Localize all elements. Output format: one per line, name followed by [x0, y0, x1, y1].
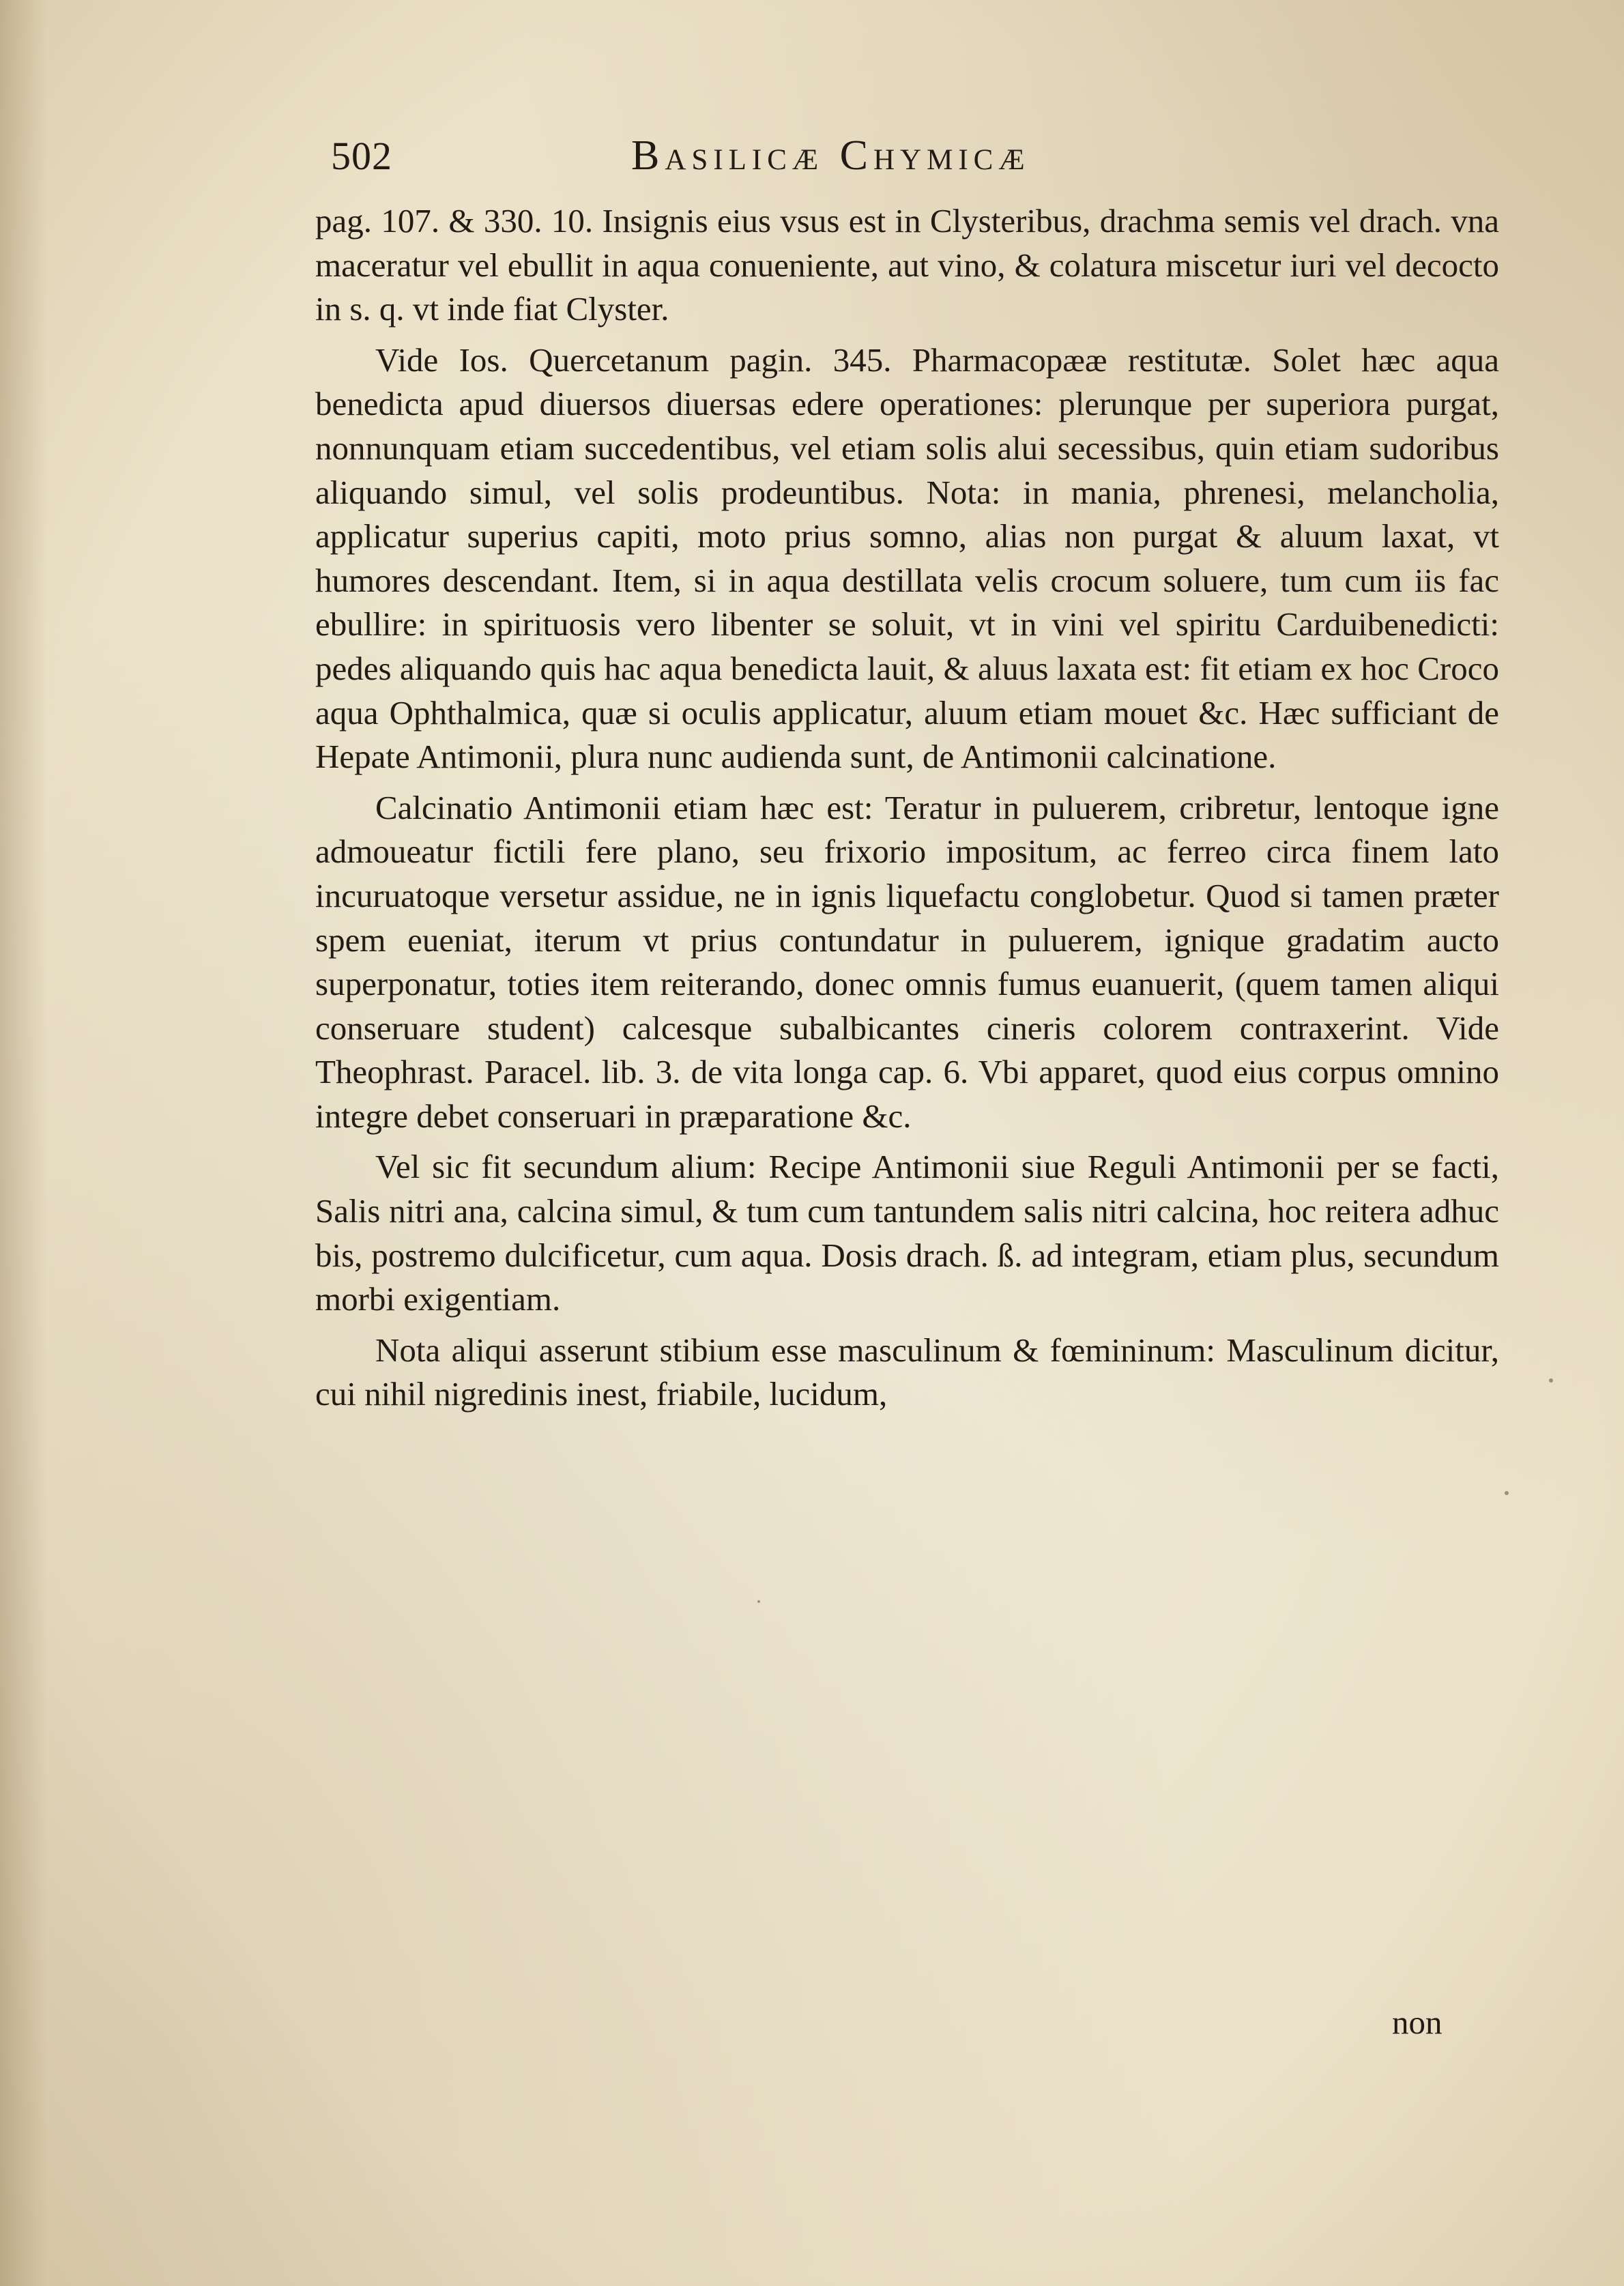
- paper-speck: [757, 1600, 760, 1603]
- running-title: Basilicæ Chymicæ: [631, 132, 1030, 179]
- paper-speck: [1549, 1378, 1553, 1383]
- page-number: 502: [331, 134, 392, 178]
- paragraph-2: Vide Ios. Quercetanum pagin. 345. Pharmacopææ restitutæ. Solet hæc aqua benedicta apud diuersos diuersas edere operationes: plerunque per superiora purgat, nonnunquam etiam succedentibus, vel etiam solis alui secessibus, quin etiam sudoribus aliquando simul, vel solis prodeuntibus. Nota: in mania, phrenesi, melancholia, applicatur superius capiti, moto prius somno, alias non purgat & aluum laxat, vt humores descendant. Item, si in aqua destillata velis crocum soluere, tum cum iis fac ebullire: in spirituosis vero libenter se soluit, vt in vini vel spiritu Carduibenedicti: pedes aliquando quis hac aqua benedicta lauit, & aluus laxata est: fit etiam ex hoc Croco aqua Ophthalmica, quæ si oculis applicatur, aluum etiam mouet &c. Hæc sufficiant de Hepate Antimonii, plura nunc audienda sunt, de Antimonii calcinatione.: [315, 341, 1499, 776]
- paper-speck: [1505, 1491, 1509, 1495]
- paragraph-1: pag. 107. & 330. 10. Insignis eius vsus est in Clysteribus, drachma semis vel drach. vna maceratur vel ebullit in aqua conueniente, aut vino, & colatura miscetur iuri vel decocto in s. q. vt inde fiat Clyster.: [315, 202, 1499, 328]
- gutter-shadow: [0, 0, 48, 2286]
- body-text: [315, 199, 1499, 1423]
- paragraph-3: Calcinatio Antimonii etiam hæc est: Teratur in puluerem, cribretur, lentoque igne admoueatur fictili fere plano, seu frixorio impositum, ac ferreo circa finem lato incuruatoque versetur assidue, ne in ignis liquefactu conglobetur. Quod si tamen præter spem eueniat, iterum vt prius contundatur in puluerem, ignique gradatim aucto superponatur, toties item reiterando, donec omnis fumus euanuerit, (quem tamen aliqui conseruare student) calcesque subalbicantes cineris colorem contraxerint. Vide Theophrast. Paracel. lib. 3. de vita longa cap. 6. Vbi apparet, quod eius corpus omnino integre debet conseruari in præparatione &c.: [315, 788, 1499, 1135]
- catchword: non: [1392, 2003, 1442, 2041]
- paragraph-4: Vel sic fit secundum alium: Recipe Antimonii siue Reguli Antimonii per se facti, Salis nitri ana, calcina simul, & tum cum tantundem salis nitri calcina, hoc reitera adhuc bis, postremo dulcificetur, cum aqua. Dosis drach. ß. ad integram, etiam plus, secundum morbi exigentiam.: [315, 1148, 1499, 1318]
- paragraph-5: Nota aliqui asserunt stibium esse masculinum & fœmininum: Masculinum dicitur, cui nihil nigredinis inest, friabile, lucidum,: [315, 1331, 1499, 1413]
- page-header: [331, 126, 1218, 188]
